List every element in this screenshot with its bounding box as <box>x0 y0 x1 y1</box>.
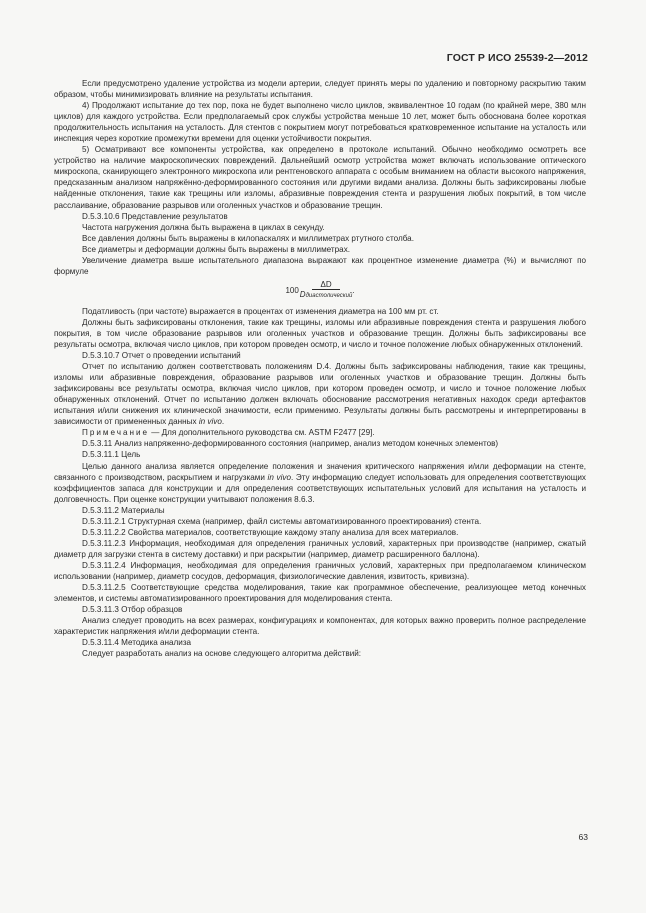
section-heading: D.5.3.11.1 Цель <box>82 450 141 460</box>
goal-end: . Эту информацию следует использовать для определения соответствующих коэффициентов запаса для конструкции и для определения соответствующих испытательных условий для испытания на усталость и долговечность. При оценке конструкции учитывают положения 8.6.3. <box>54 472 586 504</box>
document-header: ГОСТ Р ИСО 25539-2—2012 <box>446 52 588 64</box>
formula-denominator <box>300 290 353 301</box>
formula-trailing: . <box>352 286 355 296</box>
paragraph: Должны быть зафиксированы отклонения, такие как трещины, изломы или абразивные повреждения стента и разрушения любого покрытия, в том числе образование разрывов или оголенных участков и образование трещин. Должны быть зафиксированы все результаты осмотра, включая число циклов, при котором проведен осмотр, и число и точное положение любых обнаруженных отклонений. <box>54 317 586 349</box>
paragraph: D.5.3.11.2.2 Свойства материалов, соответствующие каждому этапу анализа для всех материалов. <box>82 527 459 537</box>
report-italic: in vivo <box>198 417 222 427</box>
goal-paragraph <box>54 461 586 505</box>
paragraph: Следует разработать анализ на основе следующего алгоритма действий: <box>82 649 362 659</box>
paragraph: D.5.3.11.2.1 Структурная схема (например, файл системы автоматизированного проектирования) стента. <box>82 516 482 526</box>
report-end: . <box>221 417 225 427</box>
report-text: Отчет по испытанию должен соответствовать положениям D.4. Должны быть зафиксированы наблюдения, такие как трещины, изломы или абразивные повреждения, образование разрывов или оголенных участков и образование трещин. Должны быть зафиксированы все результаты осмотра, включая число циклов, при котором проведен осмотр, и число и точное положение любых обнаруженных отклонений. Отчет по испытанию должен включать обоснование рассмотрения негативных находок среди артефактов испытания и/или снижения их клинической значимости, если применимо. Результаты должны быть рассмотрены и интерпретированы в зависимости от примененных данных <box>54 362 586 427</box>
section-heading: D.5.3.11.4 Методика анализа <box>82 638 192 648</box>
paragraph: Анализ следует проводить на всех размерах, конфигурациях и компонентах, для которых важно проверить полное распределение характеристик напряжения и/или деформации стента. <box>54 616 586 637</box>
formula-fraction <box>300 280 353 301</box>
note-label: Примечание <box>82 428 150 438</box>
paragraph: Податливость (при частоте) выражается в процентах от изменения диаметра на 100 мм рт. ст. <box>82 306 439 316</box>
page-number: 63 <box>578 832 588 842</box>
formula-denominator-symbol: D <box>299 290 306 300</box>
paragraph: 5) Осматривают все компоненты устройства, как определено в протоколе испытаний. Обычно необходимо осмотреть все устройство на наличие макроскопических повреждений. Дальнейший осмотр устройства может включать использование оптического микроскопа, сканирующего электронного микроскопа или рентгеновского аппарата с особым вниманием на области высокого напряжения, предсказанным анализом напряжённо-деформированного состояния или другими видами анализа. Должны быть зафиксированы любые найденные отклонения, такие как трещины или изломы, абразивные повреждения стента и разрушения любых покрытий, в том числе расслаивание, образование разрывов или оголенных участков и образование трещин. <box>54 145 586 210</box>
paragraph: Все давления должны быть выражены в килопаскалях и миллиметрах ртутного столба. <box>82 233 414 243</box>
paragraph: Увеличение диаметра выше испытательного диапазона выражают как процентное изменение диаметра (%) и вычисляют по формуле <box>54 255 586 276</box>
section-heading: D.5.3.11.3 Отбор образцов <box>82 605 183 615</box>
section-heading: D.5.3.10.6 Представление результатов <box>82 211 228 221</box>
goal-italic: in vivo <box>267 472 291 482</box>
paragraph: Если предусмотрено удаление устройства из модели артерии, следует принять меры по удалению и повторному раскрытию таким образом, чтобы минимизировать влияние на результаты испытания. <box>54 79 586 100</box>
goal-text: Целью данного анализа является определение положения и значения критического напряжения и/или деформации на стенте, связанного с производством, раскрытием и нагрузками <box>54 461 586 482</box>
paragraph: Частота нагружения должна быть выражена в циклах в секунду. <box>82 222 325 232</box>
note <box>54 427 586 438</box>
section-heading: D.5.3.11 Анализ напряженно-деформированного состояния (например, анализ методом конечных элементов) <box>82 439 499 449</box>
formula-numerator: ΔD <box>312 280 339 290</box>
paragraph: D.5.3.11.2.4 Информация, необходимая для определения граничных условий, характерных при предполагаемом клиническом использовании (например, диаметр сосудов, деформация, физиологические давления, извитость, кривизна). <box>54 560 586 581</box>
note-text: — Для дополнительного руководства см. ASTM F2477 [29]. <box>149 428 375 438</box>
document-body <box>54 78 586 659</box>
diameter-formula <box>54 280 586 302</box>
paragraph: Все диаметры и деформации должны быть выражены в миллиметрах. <box>82 244 351 254</box>
paragraph: 4) Продолжают испытание до тех пор, пока не будет выполнено число циклов, эквивалентное 10 годам (по крайней мере, 380 млн циклов) для каждого устройства. Если предполагаемый срок службы устройства меньше 10 лет, может быть обоснована более короткая продолжительность испытания на усталость. Для стентов с покрытием могут потребоваться кратковременное испытание на усталость или инспекция через короткие промежутки времени для оценки устойчивости покрытия. <box>54 101 586 144</box>
section-heading: D.5.3.11.2 Материалы <box>82 505 165 515</box>
paragraph: D.5.3.11.2.3 Информация, необходимая для определения граничных условий, характерных при производстве (например, сжатый диаметр для загрузки стента в систему доставки) и при раскрытии (например, диаметр расширенного баллона). <box>54 538 586 559</box>
formula-coefficient: 100 <box>285 286 299 296</box>
paragraph: D.5.3.11.2.5 Соответствующие средства моделирования, такие как программное обеспечение, реализующее метод конечных элементов, и системы автоматизированного проектирования для моделирования стента. <box>54 583 586 604</box>
section-heading: D.5.3.10.7 Отчет о проведении испытаний <box>82 351 241 361</box>
formula-denominator-subscript: диастолический <box>305 293 353 300</box>
report-paragraph <box>54 361 586 427</box>
